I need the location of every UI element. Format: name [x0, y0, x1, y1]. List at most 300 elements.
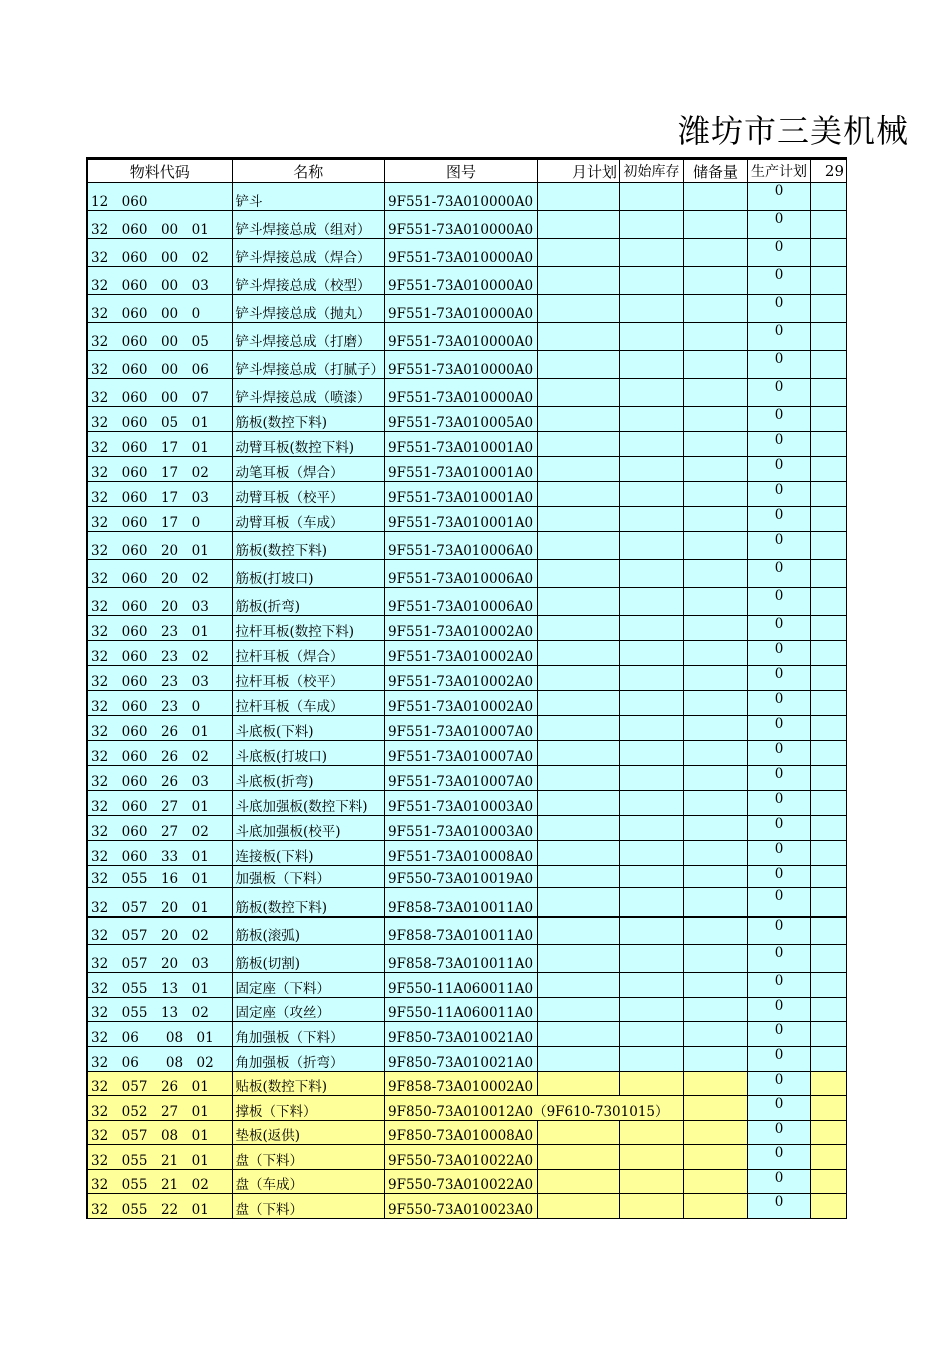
- monthly-plan-cell: [538, 457, 620, 482]
- reserve-cell: [684, 379, 748, 407]
- reserve-cell: [684, 1121, 748, 1145]
- monthly-plan-cell: [538, 351, 620, 379]
- material-code-cell: 32 060 17 02: [87, 457, 232, 482]
- material-code-cell: 32 06 08 01: [87, 1022, 232, 1047]
- material-code-cell: 32 060 17 0: [87, 507, 232, 532]
- reserve-cell: [684, 532, 748, 560]
- table-row[interactable]: [87, 917, 847, 945]
- production-plan-cell: 0: [748, 482, 811, 507]
- day-29-cell: [811, 507, 847, 532]
- reserve-cell: [684, 816, 748, 841]
- initial-stock-cell: [620, 917, 684, 945]
- table-row[interactable]: [87, 616, 847, 641]
- monthly-plan-cell: [538, 560, 620, 588]
- table-row[interactable]: [87, 267, 847, 295]
- initial-stock-cell: [620, 888, 684, 917]
- material-code-cell: 32 060 00 03: [87, 267, 232, 295]
- day-29-cell: [811, 741, 847, 766]
- name-cell: 拉杆耳板(数控下料): [232, 616, 385, 641]
- production-plan-cell: 0: [748, 183, 811, 211]
- initial-stock-cell: [620, 998, 684, 1022]
- monthly-plan-cell: [538, 741, 620, 766]
- day-29-cell: [811, 691, 847, 716]
- initial-stock-cell: [620, 1194, 684, 1219]
- initial-stock-cell: [620, 866, 684, 888]
- material-code-cell: 32 060 00 01: [87, 211, 232, 239]
- material-code-cell: 32 057 08 01: [87, 1121, 232, 1145]
- material-code-cell: 32 060 23 03: [87, 666, 232, 691]
- table-row[interactable]: [87, 641, 847, 666]
- table-row[interactable]: [87, 588, 847, 616]
- production-plan-cell: 0: [748, 351, 811, 379]
- reserve-cell: [684, 407, 748, 432]
- day-29-cell: [811, 791, 847, 816]
- table-row[interactable]: [87, 766, 847, 791]
- monthly-plan-cell: [538, 616, 620, 641]
- figure-number-cell: 9F551-73A010000A0: [385, 323, 538, 351]
- production-plan-cell: 0: [748, 1096, 811, 1121]
- name-cell: 动臂耳板（校平）: [232, 482, 385, 507]
- header-row: [87, 159, 847, 183]
- name-cell: 筋板(数控下料): [232, 532, 385, 560]
- name-cell: 铲斗焊接总成（打腻子）: [232, 351, 385, 379]
- day-29-cell: [811, 666, 847, 691]
- name-cell: 斗底板(折弯): [232, 766, 385, 791]
- material-code-cell: 32 060 00 05: [87, 323, 232, 351]
- production-plan-cell: 0: [748, 532, 811, 560]
- monthly-plan-cell: [538, 295, 620, 323]
- reserve-cell: [684, 1072, 748, 1096]
- day-29-cell: [811, 945, 847, 973]
- production-plan-cell: 0: [748, 1047, 811, 1072]
- table-row[interactable]: [87, 816, 847, 841]
- figure-number-cell: 9F551-73A010000A0: [385, 351, 538, 379]
- name-cell: 盘（车成）: [232, 1170, 385, 1194]
- reserve-cell: [684, 917, 748, 945]
- material-code-cell: 32 057 20 02: [87, 917, 232, 945]
- figure-number-cell: 9F850-73A010021A0: [385, 1047, 538, 1072]
- material-code-cell: 32 055 13 01: [87, 973, 232, 998]
- initial-stock-cell: [620, 791, 684, 816]
- figure-number-cell: 9F551-73A010006A0: [385, 560, 538, 588]
- initial-stock-cell: [620, 432, 684, 457]
- production-plan-cell: 0: [748, 791, 811, 816]
- name-cell: 铲斗焊接总成（校型）: [232, 267, 385, 295]
- figure-number-cell: 9F551-73A010000A0: [385, 211, 538, 239]
- production-plan-cell: 0: [748, 816, 811, 841]
- figure-number-cell: 9F551-73A010001A0: [385, 507, 538, 532]
- material-code-cell: 32 060 20 01: [87, 532, 232, 560]
- table-row[interactable]: [87, 945, 847, 973]
- table-row[interactable]: [87, 323, 847, 351]
- initial-stock-cell: [620, 295, 684, 323]
- table-row[interactable]: [87, 866, 847, 888]
- monthly-plan-cell: [538, 532, 620, 560]
- monthly-plan-cell: [538, 888, 620, 917]
- material-code-cell: 32 060 23 0: [87, 691, 232, 716]
- reserve-cell: [684, 866, 748, 888]
- production-plan-cell: 0: [748, 1170, 811, 1194]
- name-cell: 斗底加强板(数控下料): [232, 791, 385, 816]
- day-29-cell: [811, 973, 847, 998]
- name-cell: 斗底加强板(校平): [232, 816, 385, 841]
- table-row[interactable]: [87, 1170, 847, 1194]
- day-29-cell: [811, 323, 847, 351]
- monthly-plan-cell: [538, 691, 620, 716]
- material-code-cell: 32 055 21 01: [87, 1145, 232, 1170]
- initial-stock-cell: [620, 1047, 684, 1072]
- name-cell: 筋板(打坡口): [232, 560, 385, 588]
- reserve-cell: [684, 588, 748, 616]
- reserve-cell: [684, 323, 748, 351]
- header-day-29: 29: [811, 159, 847, 183]
- production-plan-cell: 0: [748, 1072, 811, 1096]
- initial-stock-cell: [620, 407, 684, 432]
- figure-number-cell: 9F551-73A010007A0: [385, 766, 538, 791]
- day-29-cell: [811, 1022, 847, 1047]
- monthly-plan-cell: [538, 407, 620, 432]
- production-plan-cell: 0: [748, 239, 811, 267]
- figure-number-cell: 9F550-73A010019A0: [385, 866, 538, 888]
- name-cell: 固定座（攻丝）: [232, 998, 385, 1022]
- company-title: 潍坊市三美机械: [678, 112, 910, 150]
- reserve-cell: [684, 295, 748, 323]
- initial-stock-cell: [620, 666, 684, 691]
- figure-number-cell: 9F551-73A010007A0: [385, 716, 538, 741]
- table-row[interactable]: [87, 432, 847, 457]
- header-monthly-plan: 月计划: [538, 159, 620, 183]
- initial-stock-cell: [620, 211, 684, 239]
- production-plan-cell: 0: [748, 998, 811, 1022]
- name-cell: 筋板(切割): [232, 945, 385, 973]
- production-plan-cell: 0: [748, 1022, 811, 1047]
- reserve-cell: [684, 888, 748, 917]
- production-plan-cell: 0: [748, 841, 811, 866]
- name-cell: 拉杆耳板（车成）: [232, 691, 385, 716]
- initial-stock-cell: [620, 641, 684, 666]
- header-production-plan: 生产计划: [748, 159, 811, 183]
- day-29-cell: [811, 183, 847, 211]
- name-cell: 固定座（下料）: [232, 973, 385, 998]
- figure-number-cell: 9F551-73A010006A0: [385, 588, 538, 616]
- monthly-plan-cell: [538, 816, 620, 841]
- table-row[interactable]: [87, 716, 847, 741]
- initial-stock-cell: [620, 945, 684, 973]
- table-row[interactable]: [87, 532, 847, 560]
- production-plan-cell: 0: [748, 888, 811, 917]
- name-cell: 筋板(折弯): [232, 588, 385, 616]
- day-29-cell: [811, 998, 847, 1022]
- initial-stock-cell: [620, 351, 684, 379]
- table-row[interactable]: [87, 1194, 847, 1219]
- monthly-plan-cell: [538, 998, 620, 1022]
- name-cell: 角加强板（下料）: [232, 1022, 385, 1047]
- reserve-cell: [684, 691, 748, 716]
- production-plan-cell: 0: [748, 457, 811, 482]
- figure-number-cell: 9F551-73A010000A0: [385, 379, 538, 407]
- name-cell: 加强板（下料）: [232, 866, 385, 888]
- production-plan-cell: 0: [748, 917, 811, 945]
- reserve-cell: [684, 1022, 748, 1047]
- day-29-cell: [811, 1145, 847, 1170]
- figure-number-cell: 9F551-73A010002A0: [385, 616, 538, 641]
- production-plan-cell: 0: [748, 267, 811, 295]
- table-row[interactable]: [87, 560, 847, 588]
- production-plan-cell: 0: [748, 1145, 811, 1170]
- material-code-cell: 32 060 26 03: [87, 766, 232, 791]
- production-plan-cell: 0: [748, 1194, 811, 1219]
- table-row[interactable]: [87, 1047, 847, 1072]
- material-code-cell: 32 060 26 02: [87, 741, 232, 766]
- name-cell: 动臂耳板(数控下料): [232, 432, 385, 457]
- table-row[interactable]: [87, 295, 847, 323]
- table-row[interactable]: [87, 351, 847, 379]
- production-plan-cell: 0: [748, 666, 811, 691]
- table-row[interactable]: [87, 239, 847, 267]
- reserve-cell: [684, 716, 748, 741]
- figure-number-cell: 9F551-73A010000A0: [385, 183, 538, 211]
- table-row[interactable]: [87, 1096, 847, 1121]
- monthly-plan-cell: [538, 866, 620, 888]
- header-reserve: 储备量: [684, 159, 748, 183]
- day-29-cell: [811, 560, 847, 588]
- material-code-cell: 32 060 17 03: [87, 482, 232, 507]
- figure-number-cell: 9F858-73A010011A0: [385, 888, 538, 917]
- reserve-cell: [684, 616, 748, 641]
- day-29-cell: [811, 1096, 847, 1121]
- reserve-cell: [684, 666, 748, 691]
- table-row[interactable]: [87, 1121, 847, 1145]
- table-row[interactable]: [87, 211, 847, 239]
- reserve-cell: [684, 211, 748, 239]
- production-plan-cell: 0: [748, 691, 811, 716]
- figure-number-cell: 9F850-73A010021A0: [385, 1022, 538, 1047]
- monthly-plan-cell: [538, 588, 620, 616]
- table-row[interactable]: [87, 407, 847, 432]
- initial-stock-cell: [620, 741, 684, 766]
- reserve-cell: [684, 267, 748, 295]
- reserve-cell: [684, 1145, 748, 1170]
- day-29-cell: [811, 239, 847, 267]
- figure-number-cell: 9F550-73A010022A0: [385, 1145, 538, 1170]
- reserve-cell: [684, 1170, 748, 1194]
- day-29-cell: [811, 211, 847, 239]
- figure-number-cell: 9F551-73A010008A0: [385, 841, 538, 866]
- name-cell: 贴板(数控下料): [232, 1072, 385, 1096]
- day-29-cell: [811, 1170, 847, 1194]
- day-29-cell: [811, 841, 847, 866]
- reserve-cell: [684, 973, 748, 998]
- monthly-plan-cell: [538, 183, 620, 211]
- figure-number-cell: 9F551-73A010001A0: [385, 457, 538, 482]
- monthly-plan-cell: [538, 841, 620, 866]
- table-row[interactable]: [87, 691, 847, 716]
- reserve-cell: [684, 791, 748, 816]
- table-row[interactable]: [87, 1022, 847, 1047]
- initial-stock-cell: [620, 239, 684, 267]
- name-cell: 筋板(滚弧): [232, 917, 385, 945]
- name-cell: 筋板(数控下料): [232, 407, 385, 432]
- table-row[interactable]: [87, 841, 847, 866]
- initial-stock-cell: [620, 532, 684, 560]
- material-code-cell: 32 060 17 01: [87, 432, 232, 457]
- production-plan-cell: 0: [748, 1121, 811, 1145]
- monthly-plan-cell: [538, 1022, 620, 1047]
- initial-stock-cell: [620, 457, 684, 482]
- figure-number-cell: 9F551-73A010000A0: [385, 267, 538, 295]
- material-table: [86, 157, 847, 1219]
- monthly-plan-cell: [538, 1194, 620, 1219]
- day-29-cell: [811, 1121, 847, 1145]
- day-29-cell: [811, 616, 847, 641]
- name-cell: 斗底板(下料): [232, 716, 385, 741]
- name-cell: 拉杆耳板（焊合）: [232, 641, 385, 666]
- monthly-plan-cell: [538, 716, 620, 741]
- table-row[interactable]: [87, 741, 847, 766]
- production-plan-cell: 0: [748, 211, 811, 239]
- production-plan-cell: 0: [748, 716, 811, 741]
- table-row[interactable]: [87, 888, 847, 917]
- material-code-cell: 32 052 27 01: [87, 1096, 232, 1121]
- reserve-cell: [684, 482, 748, 507]
- name-cell: 铲斗焊接总成（组对）: [232, 211, 385, 239]
- name-cell: 盘（下料）: [232, 1194, 385, 1219]
- reserve-cell: [684, 1047, 748, 1072]
- material-code-cell: 32 060 23 02: [87, 641, 232, 666]
- name-cell: 铲斗焊接总成（焊合）: [232, 239, 385, 267]
- day-29-cell: [811, 641, 847, 666]
- material-code-cell: 32 060 20 02: [87, 560, 232, 588]
- name-cell: 斗底板(打坡口): [232, 741, 385, 766]
- material-code-cell: 32 060 00 02: [87, 239, 232, 267]
- day-29-cell: [811, 588, 847, 616]
- reserve-cell: [684, 351, 748, 379]
- material-code-cell: 32 060 33 01: [87, 841, 232, 866]
- table-row[interactable]: [87, 482, 847, 507]
- monthly-plan-cell: [538, 1145, 620, 1170]
- monthly-plan-cell: [538, 239, 620, 267]
- table-row[interactable]: [87, 457, 847, 482]
- material-code-cell: 32 060 27 02: [87, 816, 232, 841]
- table-row[interactable]: [87, 998, 847, 1022]
- header-name: 名称: [232, 159, 385, 183]
- reserve-cell: [684, 841, 748, 866]
- initial-stock-cell: [620, 379, 684, 407]
- table-row[interactable]: [87, 183, 847, 211]
- name-cell: 动臂耳板（车成）: [232, 507, 385, 532]
- initial-stock-cell: [620, 816, 684, 841]
- figure-number-cell: 9F551-73A010003A0: [385, 816, 538, 841]
- day-29-cell: [811, 766, 847, 791]
- header-material-code: 物料代码: [87, 159, 232, 183]
- name-cell: 盘（下料）: [232, 1145, 385, 1170]
- material-code-cell: 12 060: [87, 183, 232, 211]
- material-code-cell: 32 060 23 01: [87, 616, 232, 641]
- reserve-cell: [684, 507, 748, 532]
- material-code-cell: 32 057 20 03: [87, 945, 232, 973]
- figure-number-cell: 9F550-73A010022A0: [385, 1170, 538, 1194]
- day-29-cell: [811, 716, 847, 741]
- production-plan-cell: 0: [748, 295, 811, 323]
- monthly-plan-cell: [538, 1072, 620, 1096]
- monthly-plan-cell: [538, 641, 620, 666]
- day-29-cell: [811, 267, 847, 295]
- table-row[interactable]: [87, 973, 847, 998]
- figure-number-cell: 9F551-73A010003A0: [385, 791, 538, 816]
- reserve-cell: [684, 239, 748, 267]
- figure-number-cell: 9F850-73A010012A0（9F610-7301015）: [385, 1096, 684, 1121]
- production-plan-cell: 0: [748, 866, 811, 888]
- initial-stock-cell: [620, 716, 684, 741]
- table-row[interactable]: [87, 666, 847, 691]
- material-code-cell: 32 060 20 03: [87, 588, 232, 616]
- monthly-plan-cell: [538, 945, 620, 973]
- monthly-plan-cell: [538, 379, 620, 407]
- figure-number-cell: 9F551-73A010001A0: [385, 482, 538, 507]
- figure-number-cell: 9F858-73A010002A0: [385, 1072, 538, 1096]
- initial-stock-cell: [620, 588, 684, 616]
- monthly-plan-cell: [538, 1170, 620, 1194]
- monthly-plan-cell: [538, 766, 620, 791]
- material-code-cell: 32 057 26 01: [87, 1072, 232, 1096]
- reserve-cell: [684, 641, 748, 666]
- initial-stock-cell: [620, 507, 684, 532]
- reserve-cell: [684, 560, 748, 588]
- table-row[interactable]: [87, 379, 847, 407]
- name-cell: 动笔耳板（焊合）: [232, 457, 385, 482]
- initial-stock-cell: [620, 973, 684, 998]
- figure-number-cell: 9F551-73A010007A0: [385, 741, 538, 766]
- initial-stock-cell: [620, 482, 684, 507]
- day-29-cell: [811, 295, 847, 323]
- production-plan-cell: 0: [748, 945, 811, 973]
- production-plan-cell: 0: [748, 323, 811, 351]
- figure-number-cell: 9F551-73A010002A0: [385, 691, 538, 716]
- name-cell: 拉杆耳板（校平）: [232, 666, 385, 691]
- name-cell: 连接板(下料): [232, 841, 385, 866]
- monthly-plan-cell: [538, 323, 620, 351]
- figure-number-cell: 9F551-73A010000A0: [385, 295, 538, 323]
- production-plan-cell: 0: [748, 407, 811, 432]
- table-row[interactable]: [87, 791, 847, 816]
- monthly-plan-cell: [538, 267, 620, 295]
- initial-stock-cell: [620, 1145, 684, 1170]
- figure-number-cell: 9F551-73A010006A0: [385, 532, 538, 560]
- reserve-cell: [684, 1194, 748, 1219]
- reserve-cell: [684, 457, 748, 482]
- name-cell: 角加强板（折弯）: [232, 1047, 385, 1072]
- production-plan-cell: 0: [748, 560, 811, 588]
- production-plan-cell: 0: [748, 641, 811, 666]
- name-cell: 铲斗: [232, 183, 385, 211]
- monthly-plan-cell: [538, 507, 620, 532]
- name-cell: 铲斗焊接总成（打磨）: [232, 323, 385, 351]
- monthly-plan-cell: [538, 482, 620, 507]
- initial-stock-cell: [620, 1022, 684, 1047]
- material-code-cell: 32 055 21 02: [87, 1170, 232, 1194]
- table-row[interactable]: [87, 507, 847, 532]
- figure-number-cell: 9F550-73A010023A0: [385, 1194, 538, 1219]
- initial-stock-cell: [620, 183, 684, 211]
- day-29-cell: [811, 816, 847, 841]
- figure-number-cell: 9F551-73A010002A0: [385, 666, 538, 691]
- material-code-cell: 32 060 05 01: [87, 407, 232, 432]
- table-row[interactable]: [87, 1145, 847, 1170]
- monthly-plan-cell: [538, 973, 620, 998]
- table-row[interactable]: [87, 1072, 847, 1096]
- monthly-plan-cell: [538, 432, 620, 457]
- figure-number-cell: 9F551-73A010000A0: [385, 239, 538, 267]
